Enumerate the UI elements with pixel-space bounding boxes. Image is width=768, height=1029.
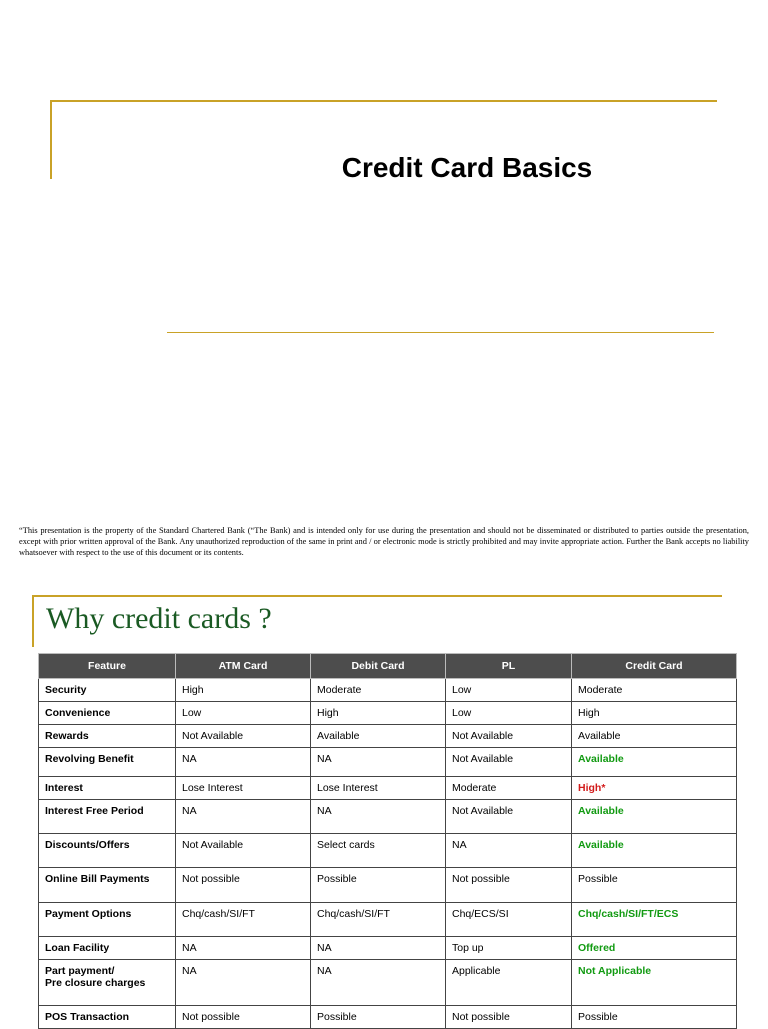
table-row [39, 903, 737, 937]
cell-atm-card: Not Available [176, 725, 311, 748]
slide-title: Why credit cards ? [46, 602, 272, 635]
cell-pl: Not possible [446, 1006, 572, 1029]
table-row [39, 834, 737, 868]
cell-credit-card: Available [572, 800, 737, 834]
cell-credit-card: Available [572, 725, 737, 748]
cell-feature: Interest Free Period [39, 800, 176, 834]
table-row [39, 777, 737, 800]
cell-pl: Low [446, 679, 572, 702]
cell-feature: Online Bill Payments [39, 868, 176, 903]
cell-atm-card: Not possible [176, 1006, 311, 1029]
table-body [39, 679, 737, 1029]
table-row [39, 868, 737, 903]
cell-credit-card: Moderate [572, 679, 737, 702]
table-row [39, 725, 737, 748]
cell-pl: Not Available [446, 725, 572, 748]
cell-debit-card: Possible [311, 1006, 446, 1029]
cell-feature: Discounts/Offers [39, 834, 176, 868]
table-row [39, 960, 737, 1006]
cell-pl: Not Available [446, 748, 572, 777]
cell-pl: NA [446, 834, 572, 868]
cell-pl: Not Available [446, 800, 572, 834]
cell-debit-card: NA [311, 800, 446, 834]
cell-credit-card: Chq/cash/SI/FT/ECS [572, 903, 737, 937]
cell-debit-card: Available [311, 725, 446, 748]
cell-credit-card: Possible [572, 868, 737, 903]
cell-credit-card: High* [572, 777, 737, 800]
header-debit-card: Debit Card [311, 654, 446, 679]
cell-atm-card: NA [176, 937, 311, 960]
table-row [39, 1006, 737, 1029]
cell-credit-card: Available [572, 748, 737, 777]
header-feature: Feature [39, 654, 176, 679]
cell-debit-card: Chq/cash/SI/FT [311, 903, 446, 937]
cell-debit-card: Moderate [311, 679, 446, 702]
cell-feature: Revolving Benefit [39, 748, 176, 777]
cell-atm-card: NA [176, 800, 311, 834]
table-header-row [39, 654, 737, 679]
gold-rule-middle [167, 332, 714, 333]
cell-credit-card: Available [572, 834, 737, 868]
gold-rule-left [32, 595, 34, 647]
cell-atm-card: NA [176, 748, 311, 777]
cell-atm-card: Low [176, 702, 311, 725]
cell-pl: Not possible [446, 868, 572, 903]
cell-pl: Top up [446, 937, 572, 960]
cell-atm-card: High [176, 679, 311, 702]
cell-feature: Interest [39, 777, 176, 800]
header-credit-card: Credit Card [572, 654, 737, 679]
cell-credit-card: Not Applicable [572, 960, 737, 1006]
cell-debit-card: High [311, 702, 446, 725]
table-row [39, 748, 737, 777]
header-pl: PL [446, 654, 572, 679]
cell-atm-card: Chq/cash/SI/FT [176, 903, 311, 937]
table-row [39, 937, 737, 960]
cell-pl: Applicable [446, 960, 572, 1006]
cell-debit-card: NA [311, 960, 446, 1006]
cell-feature: Rewards [39, 725, 176, 748]
gold-rule-top [32, 595, 722, 597]
slide-title: Credit Card Basics [341, 152, 593, 183]
cell-pl: Moderate [446, 777, 572, 800]
cell-credit-card: Possible [572, 1006, 737, 1029]
slide-2 [0, 580, 768, 1024]
gold-rule-top [50, 100, 717, 102]
cell-credit-card: Offered [572, 937, 737, 960]
cell-atm-card: Not Available [176, 834, 311, 868]
comparison-table [38, 653, 737, 1029]
cell-feature: Convenience [39, 702, 176, 725]
table-row [39, 702, 737, 725]
cell-debit-card: NA [311, 937, 446, 960]
cell-atm-card: Lose Interest [176, 777, 311, 800]
disclaimer-text: “This presentation is the property of the Standard Chartered Bank (“The Bank) and is intended only for use during the presentation and should not be disseminated or distributed to parties outside the presentation, except with prior written approval of the Bank. Any unauthorized reproduction of the same in print and / or electronic mode is strictly prohibited and may invite appropriate action. Further the Bank accepts no liability whatsoever with respect to the use of this document or its contents. [19, 526, 749, 557]
cell-feature: Security [39, 679, 176, 702]
cell-credit-card: High [572, 702, 737, 725]
table-row [39, 679, 737, 702]
header-atm-card: ATM Card [176, 654, 311, 679]
cell-debit-card: NA [311, 748, 446, 777]
table-row [39, 800, 737, 834]
cell-feature: Loan Facility [39, 937, 176, 960]
cell-feature: POS Transaction [39, 1006, 176, 1029]
cell-atm-card: Not possible [176, 868, 311, 903]
cell-pl: Low [446, 702, 572, 725]
cell-feature: Payment Options [39, 903, 176, 937]
cell-debit-card: Possible [311, 868, 446, 903]
cell-debit-card: Lose Interest [311, 777, 446, 800]
cell-atm-card: NA [176, 960, 311, 1006]
cell-pl: Chq/ECS/SI [446, 903, 572, 937]
cell-debit-card: Select cards [311, 834, 446, 868]
cell-feature: Part payment/ Pre closure charges [39, 960, 176, 1006]
